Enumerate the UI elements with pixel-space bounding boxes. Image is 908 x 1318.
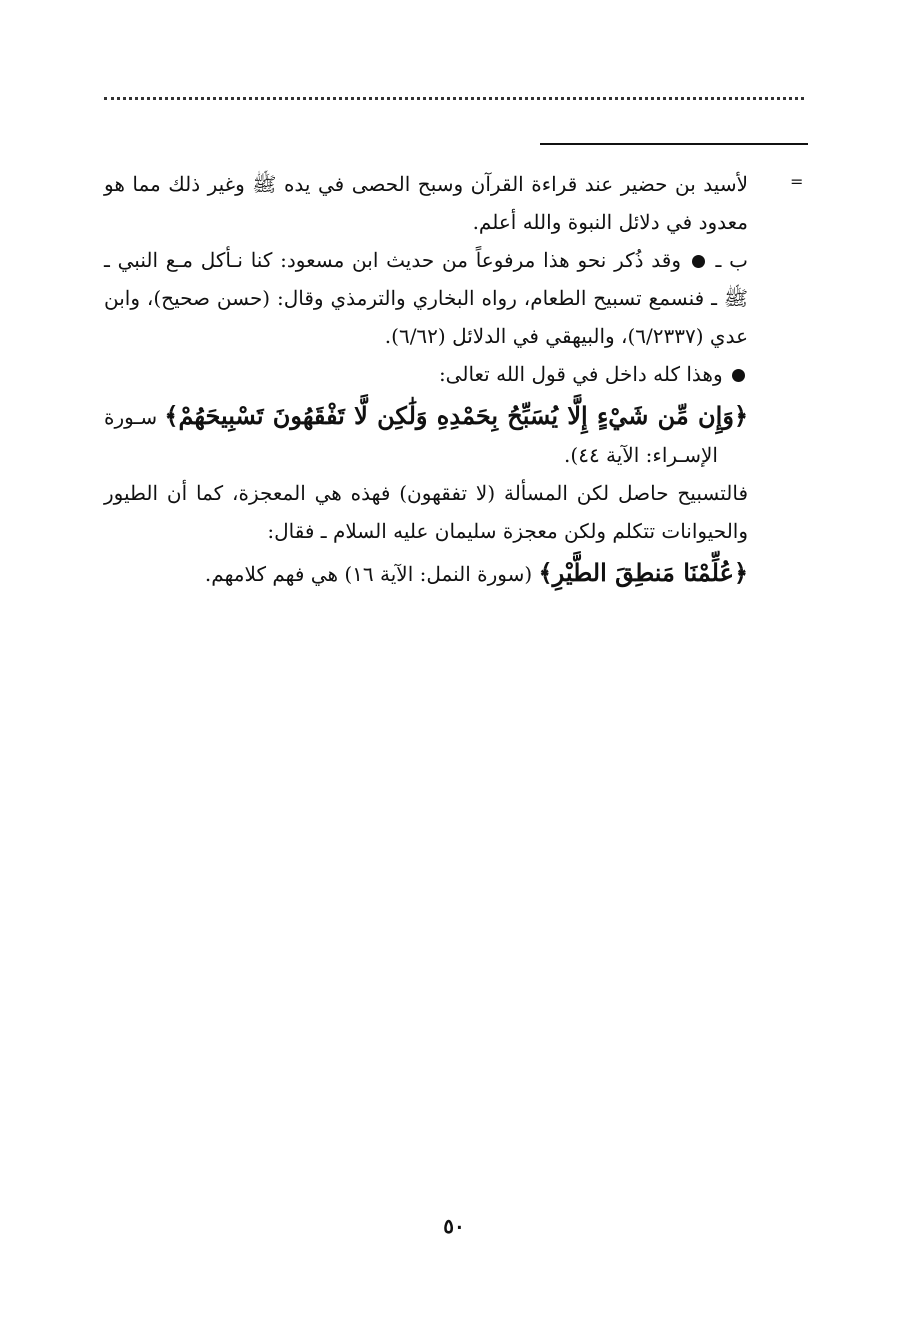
quran-verse-paragraph xyxy=(104,397,748,474)
footnote-body xyxy=(104,165,748,593)
quran-verse-naml: ﴿عُلِّمْنَا مَنطِقَ الطَّيْرِ﴾ xyxy=(538,558,748,587)
paragraph-b-label: ب ـ xyxy=(715,248,748,272)
bullet-icon xyxy=(692,255,705,268)
footnote-separator-rule xyxy=(540,143,808,145)
header-dotted-rule xyxy=(104,97,804,100)
explanation-paragraph: فالتسبيح حاصل لكن المسألة (لا تفقهون) فهذه هي المعجزة، كما أن الطيور والحيوانات تتكلم ولكن معجزة سليمان عليه السلام ـ فقال: xyxy=(104,481,748,543)
paragraph-b-text: وقد ذُكر نحو هذا مرفوعاً من حديث ابن مسعود: كنا نـأكل مـع النبي ـ ﷺ ـ فنسمع تسبيح الطعام، رواه البخاري والترمذي وقال: (حسن صحيح)، وابن عدي (٦/٢٣٣٧)، والبيهقي في الدلائل (٦/٦٢). xyxy=(104,248,748,348)
intro-text: وهذا كله داخل في قول الله تعالى: xyxy=(438,362,723,386)
footnote-paragraph-continued: لأسيد بن حضير عند قراءة القرآن وسبح الحصى في يده ﷺ وغير ذلك مما هو معدود في دلائل النبوة والله أعلم. xyxy=(104,172,748,234)
quran-verse-isra: ﴿وَإِن مِّن شَيْءٍ إِلَّا يُسَبِّحُ بِحَمْدِهِ وَلَٰكِن لَّا تَفْقَهُونَ تَسْبِيحَهُمْ﴾ xyxy=(164,401,749,430)
bullet-icon xyxy=(732,369,745,382)
quran-verse-naml-paragraph xyxy=(104,554,748,593)
footnote-intro-paragraph xyxy=(104,355,748,393)
footnote-paragraph-b xyxy=(104,241,748,355)
page-number: ٥٠ xyxy=(443,1214,465,1238)
verse-reference-name: الإسـراء: xyxy=(645,443,718,467)
footnote-continuation-mark: = xyxy=(790,172,804,191)
verse-reference-ayah: الآية ٤٤). xyxy=(564,443,640,467)
verse-naml-reference: (سورة النمل: الآية ١٦) هي فهم كلامهم. xyxy=(204,562,533,586)
verse-reference-surah: سـورة xyxy=(104,405,158,429)
